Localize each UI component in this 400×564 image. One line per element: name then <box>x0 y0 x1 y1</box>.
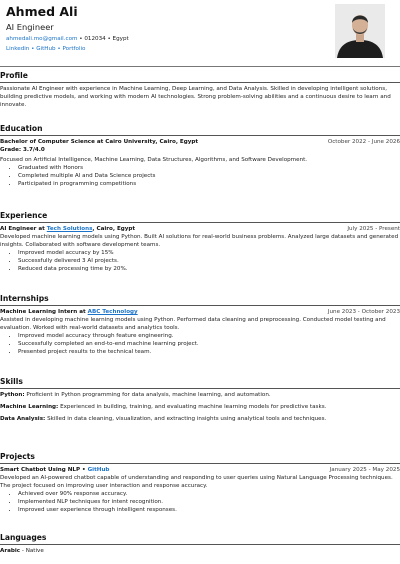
language-item: Arabic - Native <box>0 548 44 554</box>
section-title: Profile <box>0 71 28 80</box>
internships-section <box>0 294 400 357</box>
skill-item: Data Analysis: Skilled in data cleaning, visualization, and extracting insights using analytical tools and techniques. <box>0 416 327 423</box>
skill-item: Python: Proficient in Python programming for data analysis, machine learning, and automation. <box>0 392 271 398</box>
list-item: • Completed multiple AI and Data Science projects <box>18 173 400 181</box>
section-divider <box>0 135 400 136</box>
degree: Bachelor of Computer Science at Cairo University, Cairo, Egypt <box>0 139 199 145</box>
list-item: • Improved model accuracy by 15% <box>18 250 400 258</box>
linkedin-link[interactable]: Linkedin <box>6 46 30 52</box>
grade-label: Grade: <box>0 147 22 153</box>
project-github-link[interactable]: GitHub <box>87 467 110 473</box>
experience-place: , Cairo, Egypt <box>92 226 136 232</box>
section-title: Skills <box>0 377 23 386</box>
internship-text: Assisted in developing machine learning models using Python. Performed data cleaning and preprocessing. Conducted model testing and evaluation. Worked with real-world datasets and analytics tools. <box>0 317 386 332</box>
internship-role: Machine Learning Intern at <box>0 309 86 315</box>
list-item: • Achieved over 90% response accuracy. <box>18 491 400 499</box>
internship-dates: June 2023 - October 2023 <box>327 309 400 315</box>
location: Egypt <box>112 36 129 42</box>
section-title: Internships <box>0 294 49 303</box>
internship-bullets <box>0 333 400 356</box>
section-divider <box>0 222 400 223</box>
projects-section <box>0 452 400 515</box>
education-bullets <box>0 165 400 188</box>
list-item: • Improved model accuracy through feature engineering. <box>18 333 400 341</box>
list-item: • Participated in programming competitions <box>18 181 400 189</box>
profile-links: Linkedin • GitHub • Portfolio <box>6 46 86 52</box>
project-name: Smart Chatbot Using NLP <box>0 467 81 473</box>
phone: 012034 <box>84 36 106 42</box>
section-divider <box>0 463 400 464</box>
section-divider <box>0 82 400 83</box>
project-text: Developed an AI-powered chatbot capable of understanding and responding to user queries using Natural Language Processing techniques. The project focused on improving user interaction and response accuracy. <box>0 475 393 490</box>
project-bullets <box>0 491 400 514</box>
list-item: • Improved user experience through intelligent responses. <box>18 507 400 515</box>
education-section <box>0 124 400 189</box>
company-link[interactable]: ABC Technology <box>87 309 138 315</box>
list-item: • Presented project results to the technical team. <box>18 349 400 357</box>
candidate-name: Ahmed Ali <box>6 4 78 19</box>
portfolio-link[interactable]: Portfolio <box>62 46 86 52</box>
list-item: • Successfully completed an end-to-end machine learning project. <box>18 341 400 349</box>
section-divider <box>0 388 400 389</box>
experience-row <box>0 225 400 233</box>
experience-section <box>0 211 400 274</box>
experience-dates: July 2025 - Present <box>347 226 400 232</box>
education-focus: Focused on Artificial Intelligence, Machine Learning, Data Structures, Algorithms, and Software Development. <box>0 157 308 163</box>
experience-role: AI Engineer at <box>0 226 45 232</box>
email-link[interactable]: ahmedali.mo@gmail.com <box>6 36 78 42</box>
company-link[interactable]: Tech Solutions <box>46 226 93 232</box>
list-item: • Successfully delivered 3 AI projects. <box>18 258 400 266</box>
education-dates: October 2022 - June 2026 <box>327 139 400 145</box>
list-item: • Graduated with Honors <box>18 165 400 173</box>
internship-row <box>0 308 400 316</box>
languages-section <box>0 533 400 555</box>
profile-photo <box>335 4 385 58</box>
section-divider <box>0 544 400 545</box>
skill-item: Machine Learning: Experienced in building, training, and evaluating machine learning models for predictive tasks. <box>0 404 327 411</box>
github-link[interactable]: GitHub <box>36 46 56 52</box>
section-title: Projects <box>0 452 35 461</box>
section-title: Languages <box>0 533 47 542</box>
grade-row <box>0 146 400 154</box>
grade-value: 3.7/4.0 <box>22 147 45 153</box>
header-divider <box>0 66 400 67</box>
experience-text: Developed machine learning models using Python. Built AI solutions for real-world business problems. Analyzed large datasets and generated insights. Collaborated with software development teams. <box>0 234 399 249</box>
project-dates: January 2025 - May 2025 <box>329 467 400 473</box>
section-title: Education <box>0 124 43 133</box>
profile-text: Passionate AI Engineer with experience in Machine Learning, Deep Learning, and Data Analysis. Skilled in developing intelligent solutions, building predictive models, and working with modern AI technologies. Strong problem-solving abilities and a continuous desire to learn and innovate. <box>0 86 391 109</box>
experience-bullets <box>0 250 400 273</box>
project-row: Smart Chatbot Using NLP • GitHub January 2025 - May 2025 <box>0 467 400 473</box>
contact-line: ahmedali.mo@gmail.com • 012034 • Egypt <box>6 36 129 42</box>
list-item: • Reduced data processing time by 20%. <box>18 266 400 274</box>
section-title: Experience <box>0 211 48 220</box>
section-divider <box>0 305 400 306</box>
candidate-title: AI Engineer <box>6 22 54 32</box>
profile-section <box>0 71 400 110</box>
list-item: • Implemented NLP techniques for intent recognition. <box>18 499 400 507</box>
resume-header <box>6 0 385 64</box>
skills-section <box>0 377 400 424</box>
education-row <box>0 138 400 146</box>
